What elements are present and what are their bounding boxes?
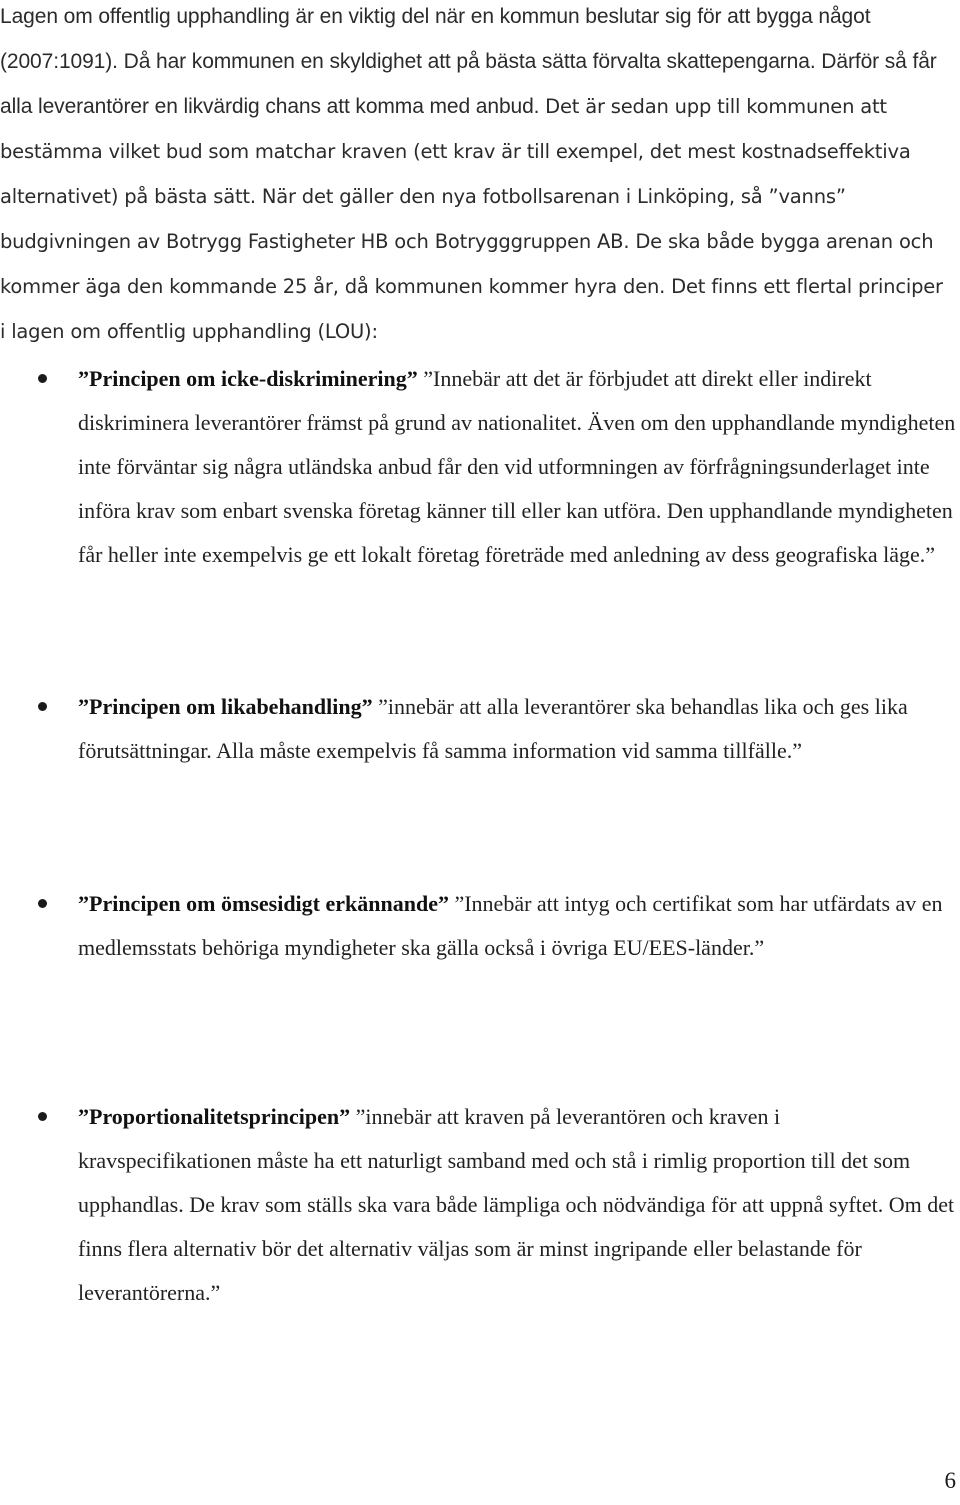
principle-text bbox=[78, 685, 958, 773]
principle-description: ”Innebär att det är förbjudet att direkt eller indirekt diskriminera leverantörer främst på grund av nationalitet. Även om den upphandlande myndigheten inte förväntar sig några utländska anbud får den vid utformningen av förfrågningsunderlaget inte införa krav som enbart svenska företag känner till eller kan utföra. Den upphandlande myndigheten får heller inte exempelvis ge ett lokalt företag företräde med anledning av dess geografiska läge.” bbox=[78, 366, 956, 567]
intro-text-part-2: Det är sedan upp till kommunen att bestämma vilket bud som matchar kraven (ett krav är till exempel, det mest kostnadseffektiva alternativet) på bästa sätt. bbox=[0, 95, 911, 208]
bullet-icon bbox=[38, 374, 47, 383]
bullet-icon bbox=[38, 899, 47, 908]
principle-title: ”Principen om ömsesidigt erkännande” bbox=[78, 891, 449, 916]
principle-text bbox=[78, 882, 958, 970]
principle-title: ”Principen om likabehandling” bbox=[78, 694, 373, 719]
intro-paragraph bbox=[0, 0, 950, 354]
principle-title: ”Principen om icke-diskriminering” bbox=[78, 366, 418, 391]
principle-description: ”Innebär att intyg och certifikat som har utfärdats av en medlemsstats behöriga myndigheter ska gälla också i övriga EU/EES-länder.” bbox=[78, 891, 943, 960]
bullet-icon bbox=[38, 702, 47, 711]
page-number: 6 bbox=[944, 1468, 956, 1493]
principle-text bbox=[78, 1095, 958, 1315]
intro-text-part-3: När det gäller den nya fotbollsarenan i Linköping, så ”vanns” budgivningen av Botrygg Fastigheter HB och Botrygggruppen AB. De ska både bygga arenan och kommer äga den kommande 25 år, då kommunen kommer hyra den. Det finns ett flertal principer i lagen om offentlig upphandling (LOU): bbox=[0, 185, 943, 343]
principle-description: ”innebär att alla leverantörer ska behandlas lika och ges lika förutsättningar. Alla måste exempelvis få samma information vid samma tillfälle.” bbox=[78, 694, 908, 763]
principle-text bbox=[78, 357, 958, 577]
principle-title: ”Proportionalitetsprincipen” bbox=[78, 1104, 351, 1129]
principle-description: ”innebär att kraven på leverantören och kraven i kravspecifikationen måste ha ett naturligt samband med och stå i rimlig proportion till det som upphandlas. De krav som ställs ska vara både lämpliga och nödvändiga för att uppnå syftet. Om det finns flera alternativ bör det alternativ väljas som är minst ingripande eller belastande för leverantörerna.” bbox=[78, 1104, 955, 1305]
intro-text-part-1: Lagen om offentlig upphandling är en viktig del när en kommun beslutar sig för att bygga något (2007:1091). Då har kommunen en skyldighet att på bästa sätta förvalta skattepengarna. Därför så får alla leverantörer en likvärdig chans att komma med anbud. bbox=[0, 5, 937, 118]
bullet-icon bbox=[38, 1112, 47, 1121]
